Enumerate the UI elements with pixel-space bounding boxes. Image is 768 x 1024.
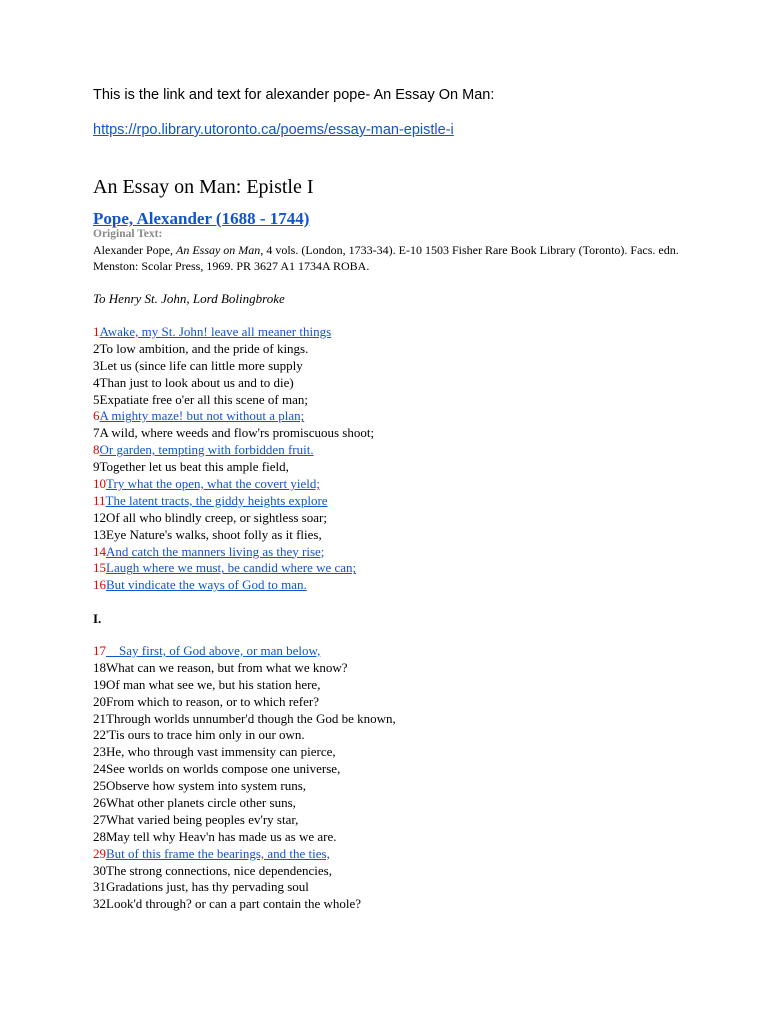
line-number: 15 — [93, 560, 106, 576]
line-text-link[interactable]: But of this frame the bearings, and the ties, — [106, 845, 330, 861]
line-number: 22 — [93, 727, 106, 743]
line-number: 31 — [93, 879, 106, 895]
poem-line — [93, 677, 396, 694]
line-number: 21 — [93, 710, 106, 726]
line-text: Gradations just, has thy pervading soul — [106, 879, 309, 895]
poem-line — [93, 778, 396, 795]
line-text: Of all who blindly creep, or sightless soar; — [106, 509, 327, 525]
line-number: 28 — [93, 828, 106, 844]
line-number: 5 — [93, 391, 100, 407]
line-text-link[interactable]: The latent tracts, the giddy heights explore — [105, 492, 328, 508]
section-marker: I. — [93, 611, 102, 626]
line-text: Observe how system into system runs, — [106, 778, 307, 794]
line-text: The strong connections, nice dependencies, — [106, 862, 332, 878]
line-text: What can we reason, but from what we know? — [106, 659, 348, 675]
line-number: 9 — [93, 459, 100, 475]
page-title: An Essay on Man: Epistle I — [93, 176, 314, 198]
intro-text: This is the link and text for alexander pope- An Essay On Man: — [93, 87, 495, 103]
poem-lines-block-2 — [93, 643, 396, 913]
line-text-link[interactable]: And catch the manners living as they rise; — [106, 543, 325, 559]
line-text: A wild, where weeds and flow'rs promiscuous shoot; — [99, 425, 375, 441]
line-text: Than just to look about us and to die) — [99, 374, 294, 390]
poem-line[interactable] — [93, 324, 374, 341]
line-number: 14 — [93, 543, 106, 559]
line-number: 20 — [93, 693, 106, 709]
line-text: Expatiate free o'er all this scene of man; — [99, 391, 308, 407]
poem-line — [93, 727, 396, 744]
line-text: 'Tis ours to trace him only in our own. — [106, 727, 305, 743]
line-number: 4 — [93, 374, 100, 390]
line-number: 11 — [93, 492, 106, 508]
line-number: 25 — [93, 778, 106, 794]
line-number: 26 — [93, 795, 106, 811]
line-number: 32 — [93, 896, 106, 912]
line-text-link[interactable]: Laugh where we must, be candid where we can; — [106, 560, 357, 576]
line-number: 17 — [93, 643, 106, 658]
line-text: May tell why Heav'n has made us as we are. — [106, 828, 337, 844]
poem-line — [93, 375, 374, 392]
line-number: 23 — [93, 744, 106, 760]
poem-line — [93, 510, 374, 527]
poem-line[interactable] — [93, 643, 396, 660]
poem-line[interactable] — [93, 442, 374, 459]
poem-line — [93, 812, 396, 829]
author-link[interactable]: Pope, Alexander (1688 - 1744) — [93, 209, 310, 228]
poem-line — [93, 863, 396, 880]
poem-line — [93, 694, 396, 711]
line-number: 10 — [93, 476, 106, 492]
line-number: 3 — [93, 357, 100, 373]
citation-post: , 4 vols. (London, 1733-34). E-10 1503 Fisher Rare Book Library (Toronto). Facs. edn. Menston: Scolar Press, 1969. PR 3627 A1 1734A ROBA. — [93, 243, 679, 273]
line-number: 6 — [93, 408, 100, 424]
line-number: 24 — [93, 761, 106, 777]
poem-line — [93, 660, 396, 677]
citation — [93, 242, 693, 274]
poem-lines-block-1 — [93, 324, 374, 594]
poem-line[interactable] — [93, 476, 374, 493]
poem-line — [93, 761, 396, 778]
poem-url-link[interactable]: https://rpo.library.utoronto.ca/poems/essay-man-epistle-i — [93, 122, 454, 138]
poem-line — [93, 341, 374, 358]
line-text: Together let us beat this ample field, — [99, 459, 289, 475]
poem-line[interactable] — [93, 493, 374, 510]
line-text: Through worlds unnumber'd though the God be known, — [106, 710, 396, 726]
poem-line — [93, 425, 374, 442]
poem-line — [93, 459, 374, 476]
original-text-label: Original Text: — [93, 228, 163, 240]
line-number: 8 — [93, 442, 100, 458]
poem-line[interactable] — [93, 544, 374, 561]
line-text: What other planets circle other suns, — [106, 795, 296, 811]
line-text: Eye Nature's walks, shoot folly as it flies, — [106, 526, 322, 542]
poem-line — [93, 358, 374, 375]
line-text: Look'd through? or can a part contain the whole? — [106, 896, 362, 912]
poem-line — [93, 829, 396, 846]
line-text: What varied being peoples ev'ry star, — [106, 811, 299, 827]
line-number: 29 — [93, 845, 106, 861]
poem-line[interactable] — [93, 577, 374, 594]
poem-line[interactable] — [93, 846, 396, 863]
line-text-link[interactable]: A mighty maze! but not without a plan; — [99, 408, 305, 424]
line-number: 27 — [93, 811, 106, 827]
line-text-link[interactable]: But vindicate the ways of God to man. — [106, 577, 307, 593]
line-number: 18 — [93, 659, 106, 675]
poem-line — [93, 744, 396, 761]
dedication: To Henry St. John, Lord Bolingbroke — [93, 291, 285, 306]
line-text-link[interactable]: Awake, my St. John! leave all meaner things — [99, 324, 332, 339]
line-number: 19 — [93, 676, 106, 692]
poem-line — [93, 795, 396, 812]
line-text: He, who through vast immensity can pierce, — [106, 744, 336, 760]
line-number: 16 — [93, 577, 106, 593]
line-text: To low ambition, and the pride of kings. — [99, 340, 309, 356]
poem-line — [93, 879, 396, 896]
poem-line[interactable] — [93, 560, 374, 577]
line-text-link[interactable]: Try what the open, what the covert yield; — [106, 476, 320, 492]
citation-work: An Essay on Man — [175, 243, 261, 257]
line-number: 12 — [93, 509, 106, 525]
line-number: 7 — [93, 425, 100, 441]
poem-line[interactable] — [93, 408, 374, 425]
poem-line — [93, 392, 374, 409]
line-text-link[interactable]: Or garden, tempting with forbidden fruit. — [99, 442, 314, 458]
line-number: 30 — [93, 862, 106, 878]
poem-line — [93, 711, 396, 728]
line-number: 2 — [93, 340, 100, 356]
line-number: 1 — [93, 324, 100, 339]
line-number: 13 — [93, 526, 106, 542]
line-text: Of man what see we, but his station here, — [106, 676, 321, 692]
line-text: See worlds on worlds compose one universe, — [106, 761, 341, 777]
poem-line — [93, 896, 396, 913]
citation-pre: Alexander Pope, — [93, 243, 176, 257]
poem-line — [93, 527, 374, 544]
line-text: Let us (since life can little more supply — [99, 357, 303, 373]
line-text-link[interactable]: Say first, of God above, or man below, — [106, 643, 321, 658]
line-text: From which to reason, or to which refer? — [106, 693, 319, 709]
